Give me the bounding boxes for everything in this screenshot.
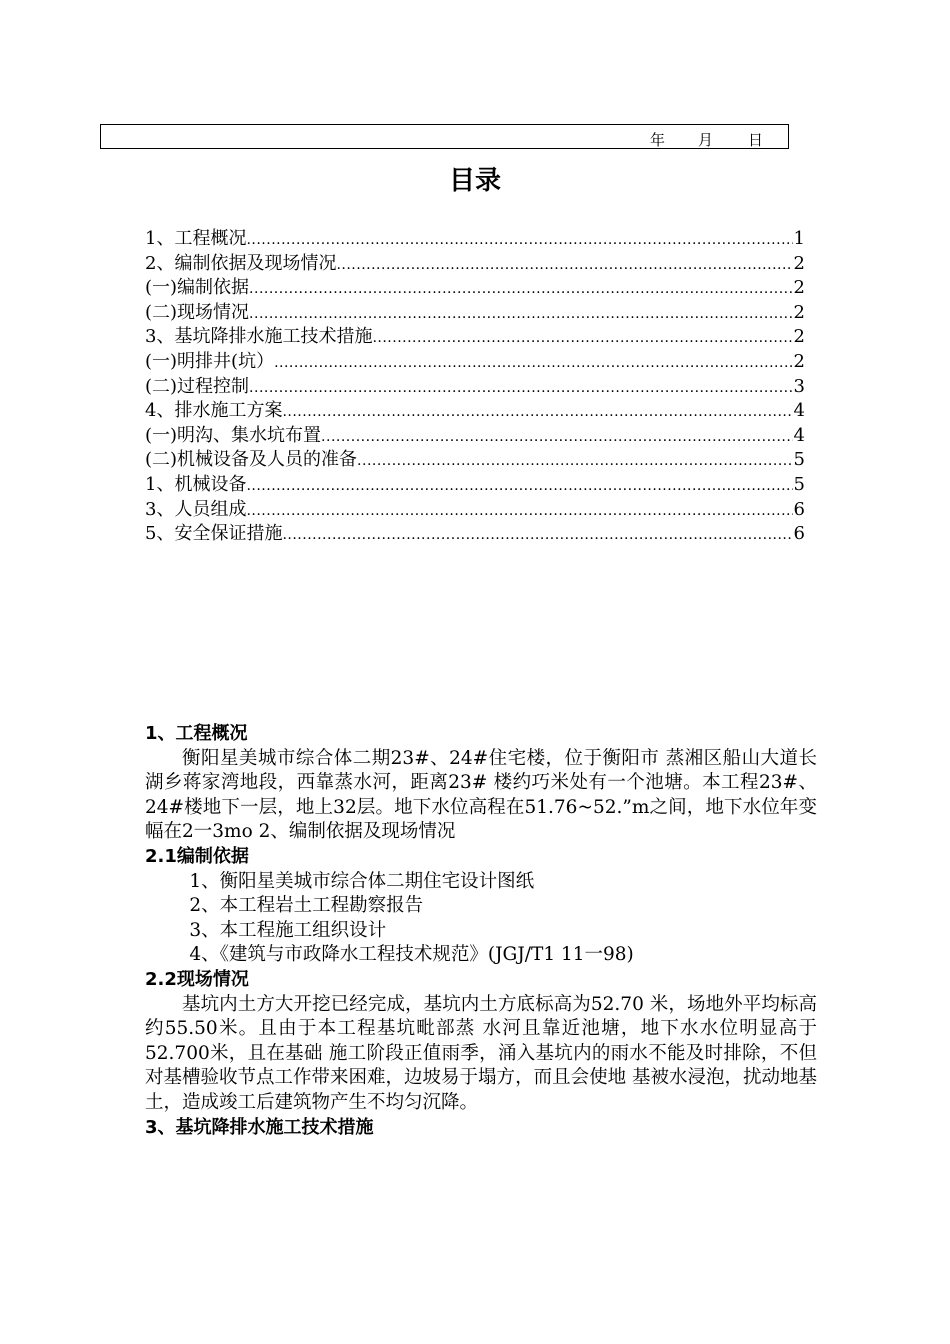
- toc-item[interactable]: [145, 301, 805, 326]
- toc-item-label: 1、机械设备: [145, 473, 247, 495]
- toc-item[interactable]: [145, 252, 805, 277]
- toc-item-label: 2、编制依据及现场情况: [145, 252, 337, 274]
- toc-item[interactable]: [145, 399, 805, 424]
- toc-item-label: (二)过程控制: [145, 375, 250, 397]
- toc-item-page: 6: [793, 523, 805, 545]
- table-of-contents: [145, 227, 805, 547]
- toc-leader-dots: [282, 523, 792, 547]
- toc-item-page: 5: [793, 449, 805, 471]
- month-label: 月: [698, 131, 714, 149]
- toc-leader-dots: [372, 326, 792, 350]
- toc-leader-dots: [246, 228, 792, 252]
- toc-leader-dots: [321, 425, 793, 449]
- toc-item-label: (一)明沟、集水坑布置: [145, 424, 322, 446]
- list-item: 3、本工程施工组织设计: [189, 919, 387, 941]
- toc-item-label: 3、人员组成: [145, 498, 247, 520]
- toc-item-label: 3、基坑降排水施工技术措施: [145, 326, 373, 348]
- section-heading: 1、工程概况: [145, 723, 248, 744]
- toc-leader-dots: [249, 302, 793, 326]
- toc-leader-dots: [249, 376, 793, 400]
- toc-item-page: 2: [793, 326, 805, 348]
- day-label: 日: [748, 131, 764, 149]
- toc-leader-dots: [336, 253, 792, 277]
- toc-item-page: 1: [793, 228, 805, 249]
- toc-item-page: 4: [793, 400, 805, 422]
- toc-leader-dots: [274, 351, 792, 375]
- toc-item-label: 4、排水施工方案: [145, 400, 283, 422]
- list-item: 4、《建筑与市政降水工程技术规范》(JGJ/T1 11一98): [189, 944, 634, 966]
- paragraph: 基坑内土方大开挖已经完成，基坑内土方底标高为52.70 米，场地外平均标高约55.50米。且由于本工程基坑毗部蒸 水河且靠近池塘，地下水水位明显高于52.700米，且在基础 施工阶段正值雨季，涌入基坑内的雨水不能及时排除，不但 对基槽验收节点工作带来困难，边坡易于塌方，而且会使地 基被水浸泡，扰动地基土，造成竣工后建筑物产生不均匀沉降。: [145, 993, 817, 1113]
- toc-item-page: 2: [793, 277, 805, 299]
- section-heading: 2.2现场情况: [145, 968, 249, 990]
- toc-title: 目录: [448, 166, 501, 196]
- toc-leader-dots: [246, 499, 792, 523]
- section-heading: 3、基坑降排水施工技术措施: [145, 1116, 374, 1138]
- toc-item[interactable]: [145, 424, 805, 449]
- toc-item[interactable]: [145, 473, 805, 498]
- toc-item-page: 6: [793, 498, 805, 520]
- paragraph: 衡阳星美城市综合体二期23#、24#住宅楼，位于衡阳市 蒸湘区船山大道长湖乡蒋家湾地段，西靠蒸水河，距离23# 楼约巧米处有一个池塘。本工程23#、24#楼地下一层，地上32层。地下水位高程在51.76~52.”m之间，地下水位年变 幅在2一3mo 2、编制依据及现场情况: [145, 747, 817, 843]
- toc-item-page: 2: [793, 252, 805, 274]
- document-body: [145, 722, 817, 1140]
- list-item: 2、本工程岩土工程勘察报告: [189, 895, 424, 917]
- toc-item-page: 4: [793, 424, 805, 446]
- year-label: 年: [650, 131, 666, 149]
- date-line-box: [100, 124, 789, 149]
- toc-item[interactable]: [145, 522, 805, 547]
- toc-item-label: (一)编制依据: [145, 277, 250, 299]
- toc-item-label: (二)现场情况: [145, 301, 250, 323]
- toc-leader-dots: [246, 474, 792, 498]
- list-item: 1、衡阳星美城市综合体二期住宅设计图纸: [189, 870, 535, 892]
- toc-item[interactable]: [145, 325, 805, 350]
- toc-leader-dots: [282, 400, 792, 424]
- toc-leader-dots: [249, 277, 793, 301]
- toc-item-label: 5、安全保证措施: [145, 523, 283, 545]
- toc-item-page: 3: [793, 375, 805, 397]
- toc-item-label: (一)明排井(坑）: [145, 350, 275, 372]
- toc-item-label: (二)机械设备及人员的准备: [145, 449, 358, 471]
- toc-item-page: 5: [793, 473, 805, 495]
- toc-leader-dots: [357, 449, 793, 473]
- toc-item[interactable]: [145, 448, 805, 473]
- toc-item[interactable]: [145, 227, 805, 252]
- toc-item-page: 2: [793, 350, 805, 372]
- toc-item[interactable]: [145, 276, 805, 301]
- section-heading: 2.1编制依据: [145, 845, 249, 867]
- toc-item[interactable]: [145, 375, 805, 400]
- toc-item[interactable]: [145, 350, 805, 375]
- toc-item-label: 1、工程概况: [145, 228, 247, 249]
- toc-item[interactable]: [145, 498, 805, 523]
- toc-item-page: 2: [793, 301, 805, 323]
